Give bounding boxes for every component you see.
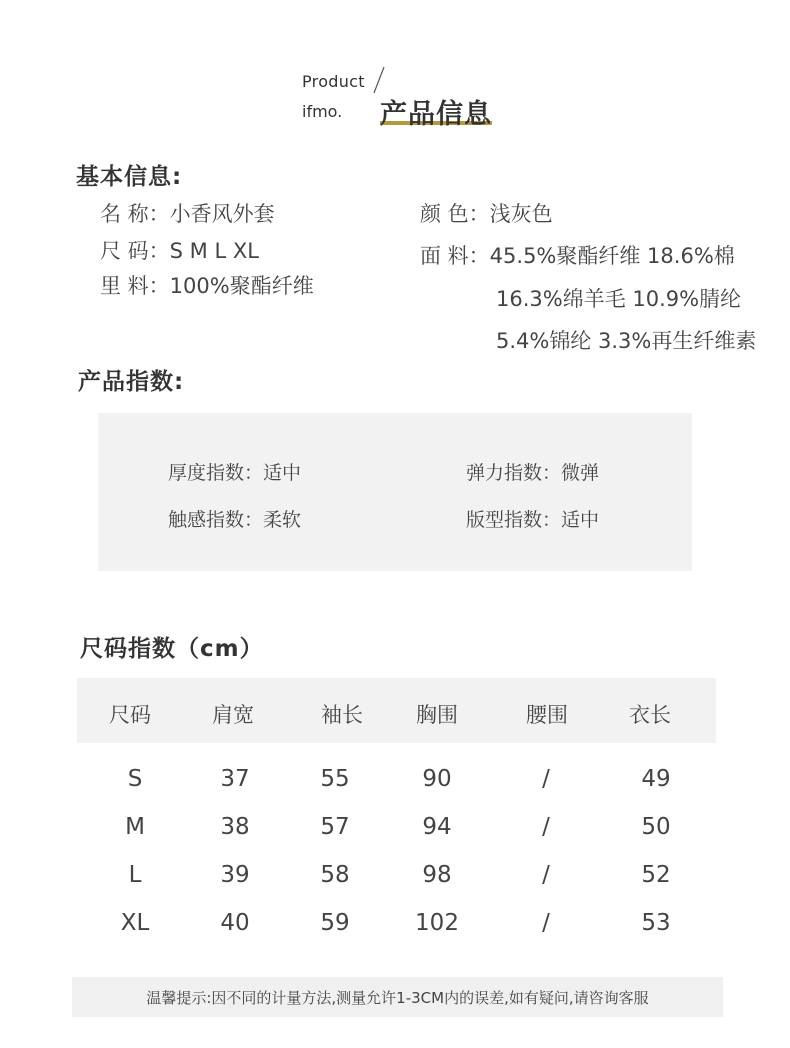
table-header-waist: 腰围 [526, 703, 568, 727]
table-cell: 38 [220, 814, 250, 840]
table-cell: 98 [422, 862, 452, 888]
info-fabric-line2: 16.3%绵羊毛 10.9%腈纶 [496, 287, 742, 311]
table-header-sleeve: 袖长 [321, 703, 363, 727]
table-cell: 37 [220, 766, 250, 792]
info-size: 尺 码：S M L XL [100, 239, 259, 263]
table-cell: 94 [422, 814, 452, 840]
info-fabric: 面 料：45.5%聚酯纤维 18.6%棉 [420, 244, 735, 268]
table-header-length: 衣长 [629, 703, 671, 727]
size-table-heading: 尺码指数（cm） [80, 636, 264, 662]
table-cell: 57 [320, 814, 350, 840]
index-touch: 触感指数：柔软 [168, 509, 302, 531]
table-cell: L [128, 862, 142, 888]
info-name: 名 称：小香风外套 [100, 202, 275, 226]
title-english-line2: ifmo. [302, 102, 343, 121]
table-cell: 58 [320, 862, 350, 888]
table-cell: / [542, 862, 550, 888]
table-cell: S [127, 766, 143, 792]
title-english-line1: Product [302, 72, 365, 91]
basic-info-heading: 基本信息: [76, 164, 183, 190]
table-cell: M [125, 814, 145, 840]
product-index-panel [98, 413, 692, 571]
info-fabric-line3: 5.4%锦纶 3.3%再生纤维素 [496, 329, 757, 353]
table-header-chest: 胸围 [416, 703, 458, 727]
table-cell: 52 [641, 862, 671, 888]
table-cell: 55 [320, 766, 350, 792]
table-header-size: 尺码 [109, 703, 151, 727]
table-cell: 50 [641, 814, 671, 840]
index-fit: 版型指数：适中 [466, 509, 600, 531]
table-header-shoulder: 肩宽 [212, 703, 254, 727]
table-cell: / [542, 766, 550, 792]
table-cell: 40 [220, 910, 250, 936]
product-index-heading: 产品指数: [78, 369, 185, 395]
table-cell: 53 [641, 910, 671, 936]
info-color: 颜 色：浅灰色 [420, 202, 553, 226]
table-cell: 102 [415, 910, 459, 936]
table-cell: 39 [220, 862, 250, 888]
table-cell: 90 [422, 766, 452, 792]
table-cell: / [542, 910, 550, 936]
table-cell: XL [120, 910, 150, 936]
slash-decoration [372, 66, 386, 94]
page-title: 产品信息 [380, 99, 492, 130]
table-cell: 49 [641, 766, 671, 792]
info-lining: 里 料：100%聚酯纤维 [100, 274, 314, 298]
index-elasticity: 弹力指数：微弹 [466, 462, 600, 484]
table-cell: / [542, 814, 550, 840]
table-cell: 59 [320, 910, 350, 936]
index-thickness: 厚度指数：适中 [168, 462, 302, 484]
measurement-note: 温馨提示:因不同的计量方法,测量允许1-3CM内的误差,如有疑问,请咨询客服 [146, 989, 649, 1007]
